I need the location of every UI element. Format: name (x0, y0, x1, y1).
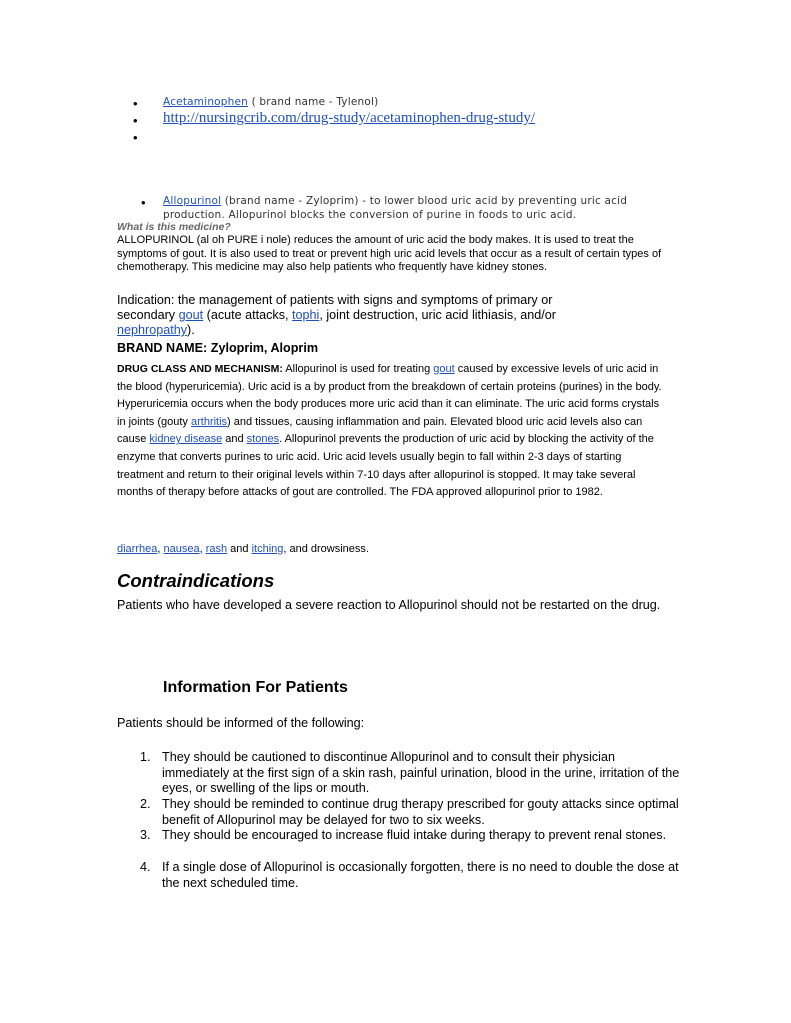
list-text: They should be cautioned to discontinue Allopurinol and to consult their physician immediately at the first sign of a skin rash, painful urination, blood in the urine, irritation of the eyes, or swelling of the lips or mouth. (162, 750, 680, 795)
list-number: 1. (140, 750, 151, 764)
indication-text: ). (187, 323, 195, 337)
acetaminophen-link[interactable]: Acetaminophen (163, 96, 249, 108)
list-number: 3. (140, 828, 151, 842)
contraindications-heading: Contraindications (117, 570, 275, 591)
stones-link[interactable]: stones (246, 433, 280, 446)
drug-class-paragraph (117, 361, 669, 502)
indication-text: Indication: the management of patients with signs and symptoms of primary or secondary (117, 293, 553, 322)
kidney-disease-link[interactable]: kidney disease (149, 433, 223, 446)
side-effects-line (117, 543, 369, 555)
arthritis-link[interactable]: arthritis (190, 415, 228, 428)
list-number: 4. (140, 860, 151, 874)
allopurinol-bullet (163, 195, 668, 222)
list-text: If a single dose of Allopurinol is occasionally forgotten, there is no need to double the dose at the next scheduled time. (162, 860, 679, 890)
indication-text: (acute attacks, (203, 308, 293, 322)
info-intro: Patients should be informed of the following: (117, 716, 365, 730)
bullet-dot: • (133, 130, 138, 145)
drug-class-text: Allopurinol is used for treating (282, 363, 434, 375)
rash-link[interactable]: rash (205, 543, 228, 555)
separator: , (199, 543, 206, 555)
tophi-link[interactable]: tophi (292, 308, 320, 322)
nursingcrib-link[interactable]: http://nursingcrib.com/drug-study/acetaminophen-drug-study/ (163, 110, 536, 126)
diarrhea-link[interactable]: diarrhea (117, 543, 158, 555)
bullet-dot: • (133, 96, 138, 111)
brand-name: BRAND NAME: Zyloprim, Aloprim (117, 341, 319, 355)
nephropathy-link[interactable]: nephropathy (117, 323, 188, 337)
bullet-dot: • (133, 113, 138, 128)
side-effects-end: , and drowsiness. (283, 543, 369, 555)
allopurinol-link[interactable]: Allopurinol (163, 195, 222, 207)
allopurinol-desc: (brand name - Zyloprim) - to lower blood uric acid by preventing uric acid production. Allopurinol blocks the conversion of purine in foods to uric acid. (163, 195, 628, 221)
drug-class-text: . Allopurinol prevents the production of uric acid by blocking the activity of the enzyme that converts purines to uric acid. Uric acid levels usually begin to fall within 2-3 days of starting treatment and return to their original levels within 7-10 days after allopurinol is stopped. It may take several months of therapy before attacks of gout are controlled. The FDA approved allopurinol prior to 1982. (117, 433, 654, 499)
separator: , (157, 543, 164, 555)
nausea-link[interactable]: nausea (163, 543, 200, 555)
separator: and (227, 543, 252, 555)
itching-link[interactable]: itching (251, 543, 284, 555)
acetaminophen-brand: ( brand name - Tylenol) (248, 96, 379, 108)
contraindications-text: Patients who have developed a severe reaction to Allopurinol should not be restarted on the drug. (117, 598, 661, 612)
bullet-acetaminophen (163, 96, 378, 108)
list-number: 2. (140, 797, 151, 811)
drug-class-text: and (222, 433, 247, 446)
info-heading: Information For Patients (163, 679, 348, 696)
drug-class-label: DRUG CLASS AND MECHANISM: (117, 363, 283, 375)
bullet-url (163, 110, 535, 127)
list-text: They should be reminded to continue drug therapy prescribed for gouty attacks since optimal benefit of Allopurinol may be delayed for two to six weeks. (162, 797, 679, 827)
indication-paragraph (117, 293, 567, 338)
gout-link[interactable]: gout (178, 308, 204, 322)
list-text: They should be encouraged to increase fluid intake during therapy to prevent renal stones. (162, 828, 667, 842)
what-text: ALLOPURINOL (al oh PURE i nole) reduces the amount of uric acid the body makes. It is used to treat the symptoms of gout. It is also used to treat or prevent high uric acid levels that occur as a result of certain types of chemotherapy. This medicine may also help patients who frequently have kidney stones. (117, 234, 662, 273)
what-heading: What is this medicine? (117, 221, 231, 233)
drug-class-text: ) and tissues, causing inflammation and pain. Elevated blood uric acid levels also can cause (117, 415, 643, 446)
gout-link[interactable]: gout (433, 363, 455, 375)
bullet-dot: • (141, 195, 146, 210)
drug-class-text: caused by excessive levels of uric acid in the blood (hyperuricemia). Uric acid is a by product from the breakdown of certain proteins (purines) in the body. Hyperuricemia occurs when the body produces more uric acid than it can eliminate. The uric acid forms crystals in joints (gouty (117, 363, 662, 428)
indication-text: , joint destruction, uric acid lithiasis, and/or (319, 308, 556, 322)
